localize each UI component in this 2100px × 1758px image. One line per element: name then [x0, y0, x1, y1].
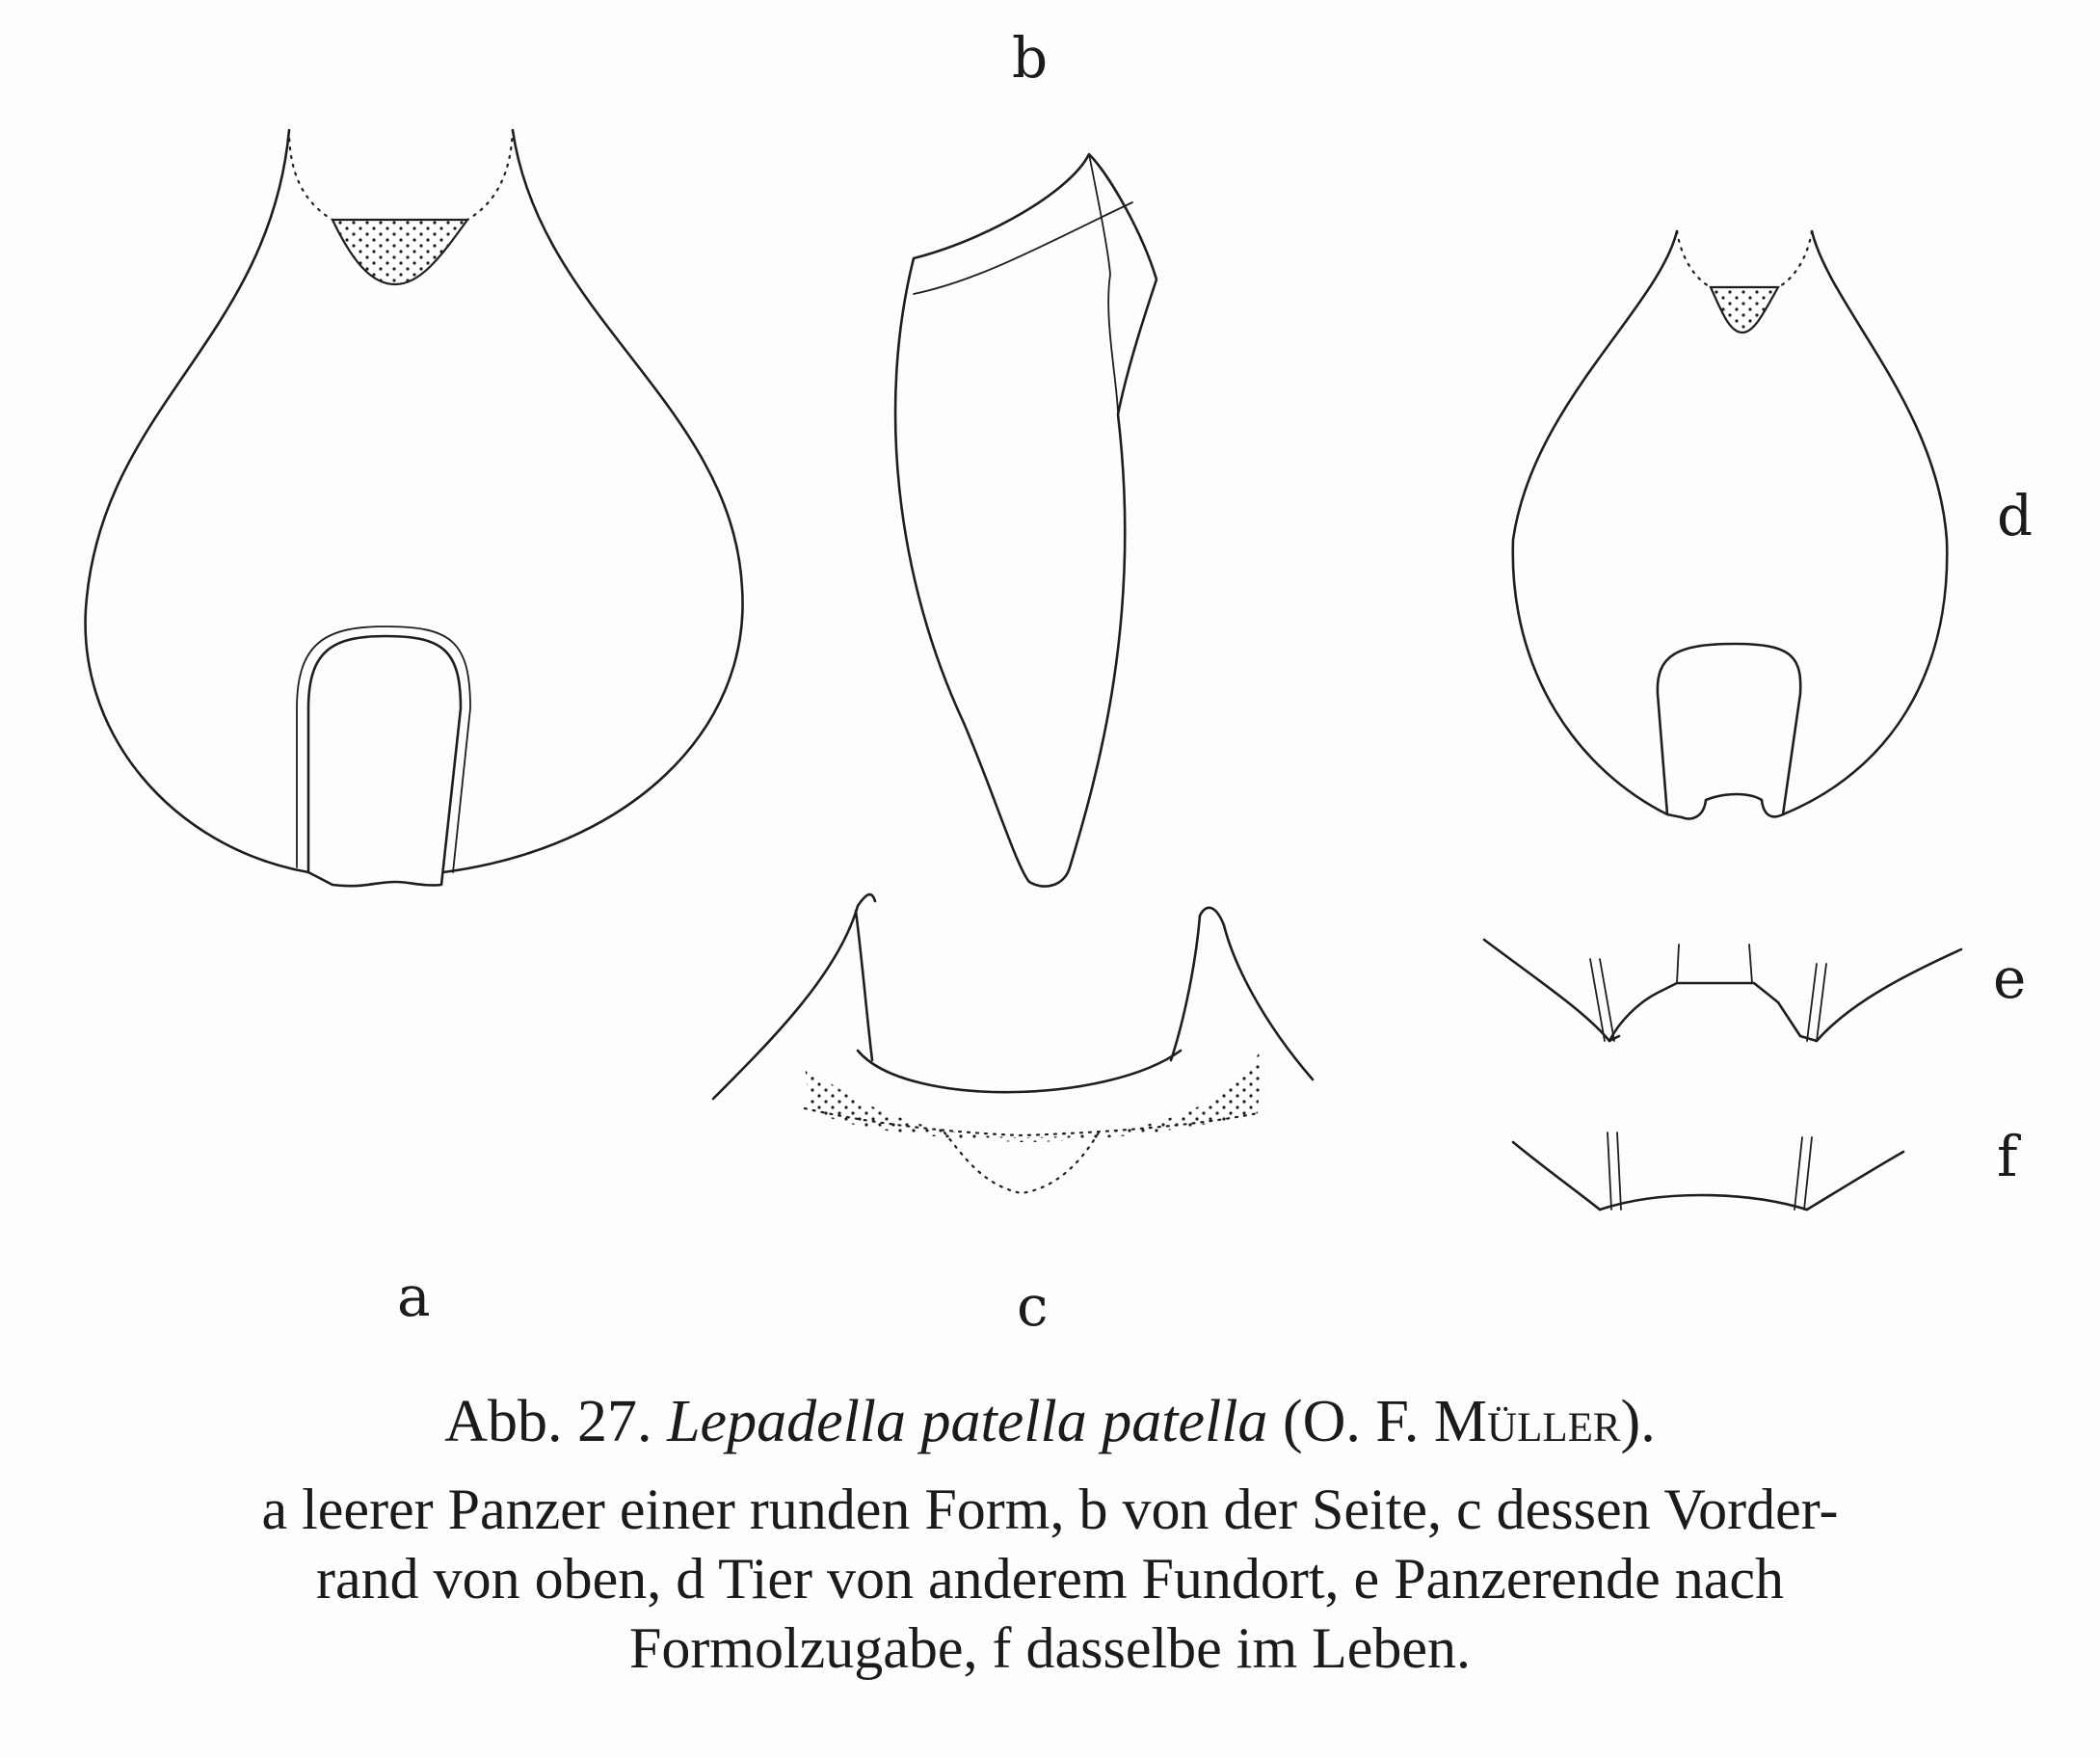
figure-caption-body	[0, 1475, 2100, 1683]
author-close: ).	[1620, 1389, 1656, 1454]
figure-e-lorica-end-formol	[1484, 940, 1961, 1041]
caption-line-3: Formolzugabe, f dasselbe im Leben.	[628, 1616, 1472, 1680]
author-open: (	[1282, 1389, 1303, 1454]
figure-d-lorica	[1513, 231, 1948, 818]
figure-number: Abb. 27.	[444, 1389, 652, 1454]
label-e: e	[1993, 946, 2027, 1011]
figure-a-lorica	[86, 130, 743, 886]
label-c: c	[1017, 1273, 1049, 1339]
figure-caption-title	[0, 1388, 2100, 1456]
species-name: Lepadella patella patella	[667, 1389, 1268, 1454]
caption-line-1: a leerer Panzer einer runden Form, b von der Seite, c dessen Vorder-	[261, 1478, 1839, 1541]
label-f: f	[1997, 1124, 2018, 1189]
label-b: b	[1012, 25, 1049, 91]
figure-f-lorica-end-alive	[1513, 1132, 1903, 1210]
caption-line-2: rand von oben, d Tier von anderem Fundort, e Panzerende nach	[316, 1547, 1784, 1611]
figure-b-side-view	[895, 154, 1156, 887]
label-d: d	[1997, 483, 2034, 548]
label-a: a	[397, 1264, 431, 1329]
species-author: O. F. Müller	[1302, 1389, 1621, 1454]
figure-c-anterior-margin	[713, 894, 1313, 1193]
